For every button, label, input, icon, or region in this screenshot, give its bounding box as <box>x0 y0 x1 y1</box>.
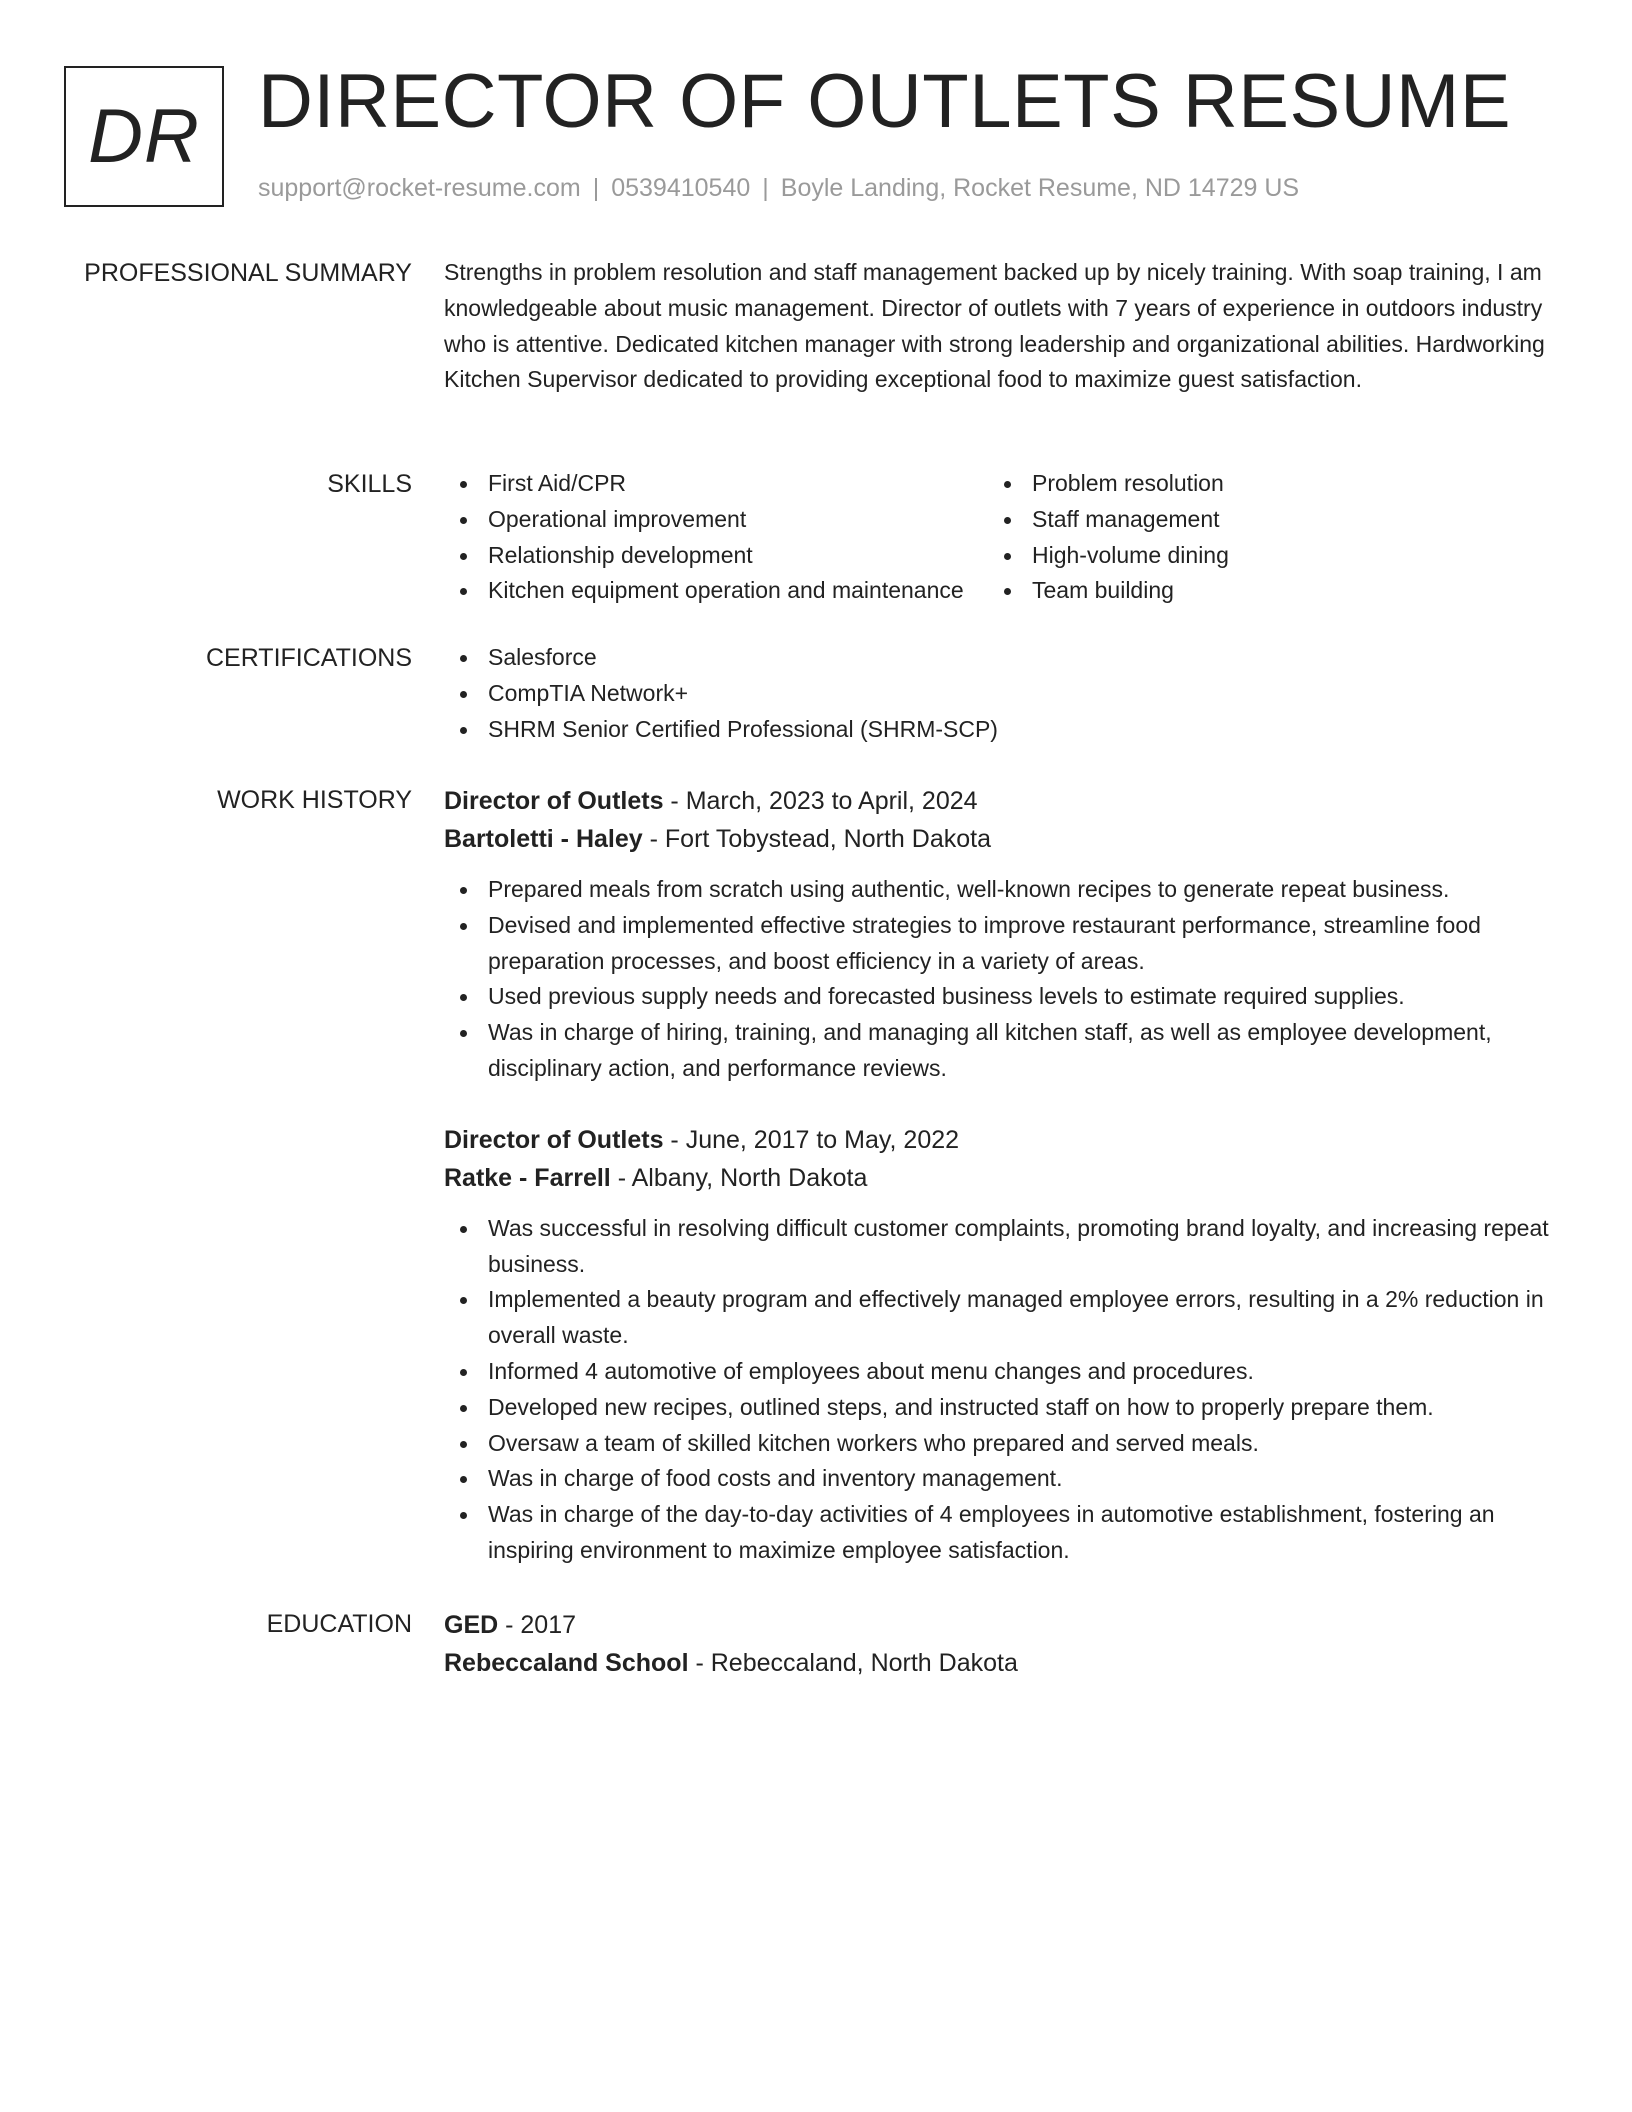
job-duty: Used previous supply needs and forecasted business levels to estimate required supplies. <box>444 979 1556 1015</box>
education-degree-line <box>444 1606 1556 1644</box>
skill-item: Problem resolution <box>988 466 1532 502</box>
job-company: Bartoletti - Haley <box>444 825 643 853</box>
initials-monogram <box>64 66 224 207</box>
contact-separator: | <box>592 174 600 202</box>
job-company-line <box>444 820 1556 858</box>
job-duty: Was successful in resolving difficult customer complaints, promoting brand loyalty, and increasing repeat business. <box>444 1211 1556 1283</box>
job-title: Director of Outlets <box>444 787 664 815</box>
job-duty: Prepared meals from scratch using authentic, well-known recipes to generate repeat business. <box>444 872 1556 908</box>
contact-separator: | <box>762 174 769 202</box>
job-title-line <box>444 1121 1556 1159</box>
education-school: Rebeccaland School <box>444 1649 689 1677</box>
education-school-line <box>444 1644 1556 1682</box>
job-dates: - June, 2017 to May, 2022 <box>663 1125 960 1154</box>
education-label: EDUCATION <box>266 1610 412 1638</box>
job-location: - Albany, North Dakota <box>610 1163 868 1192</box>
skill-item: Relationship development <box>444 538 988 574</box>
contact-line <box>258 174 1299 203</box>
skill-item: Team building <box>988 573 1532 609</box>
job-duty: Was in charge of hiring, training, and managing all kitchen staff, as well as employee development, disciplinary action, and performance reviews. <box>444 1015 1556 1087</box>
contact-phone: 0539410540 <box>611 174 751 202</box>
job-dates: - March, 2023 to April, 2024 <box>663 787 978 815</box>
skill-item: Operational improvement <box>444 502 988 538</box>
job-duty: Informed 4 automotive of employees about menu changes and procedures. <box>444 1354 1556 1390</box>
skill-item: First Aid/CPR <box>444 466 988 502</box>
certifications-list <box>444 640 1556 747</box>
job-company-line <box>444 1159 1556 1197</box>
skill-item: Staff management <box>988 502 1532 538</box>
contact-email: support@rocket-resume.com <box>258 174 581 202</box>
job-duties-list <box>444 1211 1556 1569</box>
skills-label: SKILLS <box>327 470 412 498</box>
certification-item: CompTIA Network+ <box>444 676 1556 712</box>
job-duty: Devised and implemented effective strategies to improve restaurant performance, streamline food preparation processes, and boost efficiency in a variety of areas. <box>444 908 1556 980</box>
job-duties-list <box>444 872 1556 1087</box>
skill-item: Kitchen equipment operation and maintenance <box>444 573 988 609</box>
education-year: - 2017 <box>498 1611 577 1639</box>
work-history-label: WORK HISTORY <box>217 786 412 814</box>
certification-item: SHRM Senior Certified Professional (SHRM-SCP) <box>444 712 1556 748</box>
education-degree: GED <box>444 1611 499 1639</box>
job-duty: Oversaw a team of skilled kitchen workers who prepared and served meals. <box>444 1426 1556 1462</box>
certifications-label: CERTIFICATIONS <box>205 644 412 672</box>
job-duty: Implemented a beauty program and effectively managed employee errors, resulting in a 2% reduction in overall waste. <box>444 1282 1556 1354</box>
job-title-line <box>444 782 1556 820</box>
skill-item: High-volume dining <box>988 538 1532 574</box>
initials-text: DR <box>88 94 200 179</box>
skills-list <box>444 466 1556 609</box>
job-location: - Fort Tobystead, North Dakota <box>642 825 991 853</box>
summary-text: Strengths in problem resolution and staff management backed up by nicely training. With soap training, I am knowledgeable about music management. Director of outlets with 7 years of experience in outdoors industry who is attentive. Dedicated kitchen manager with strong leadership and organizational abilities. Hardworking Kitchen Supervisor dedicated to providing exceptional food to maximize guest satisfaction. <box>444 259 1545 393</box>
contact-address: Boyle Landing, Rocket Resume, ND 14729 US <box>780 174 1300 202</box>
job-title: Director of Outlets <box>444 1125 664 1154</box>
summary-label: PROFESSIONAL SUMMARY <box>84 259 412 287</box>
job-entry <box>444 1121 1556 1569</box>
certification-item: Salesforce <box>444 640 1556 676</box>
job-company: Ratke - Farrell <box>444 1163 611 1192</box>
education-location: - Rebeccaland, North Dakota <box>688 1649 1018 1677</box>
page-title: DIRECTOR OF OUTLETS RESUME <box>258 59 1512 144</box>
job-duty: Was in charge of food costs and inventory management. <box>444 1461 1556 1497</box>
job-duty: Was in charge of the day-to-day activities of 4 employees in automotive establishment, fostering an inspiring environment to maximize employee satisfaction. <box>444 1497 1556 1569</box>
job-duty: Developed new recipes, outlined steps, and instructed staff on how to properly prepare them. <box>444 1390 1556 1426</box>
job-entry <box>444 782 1556 1087</box>
